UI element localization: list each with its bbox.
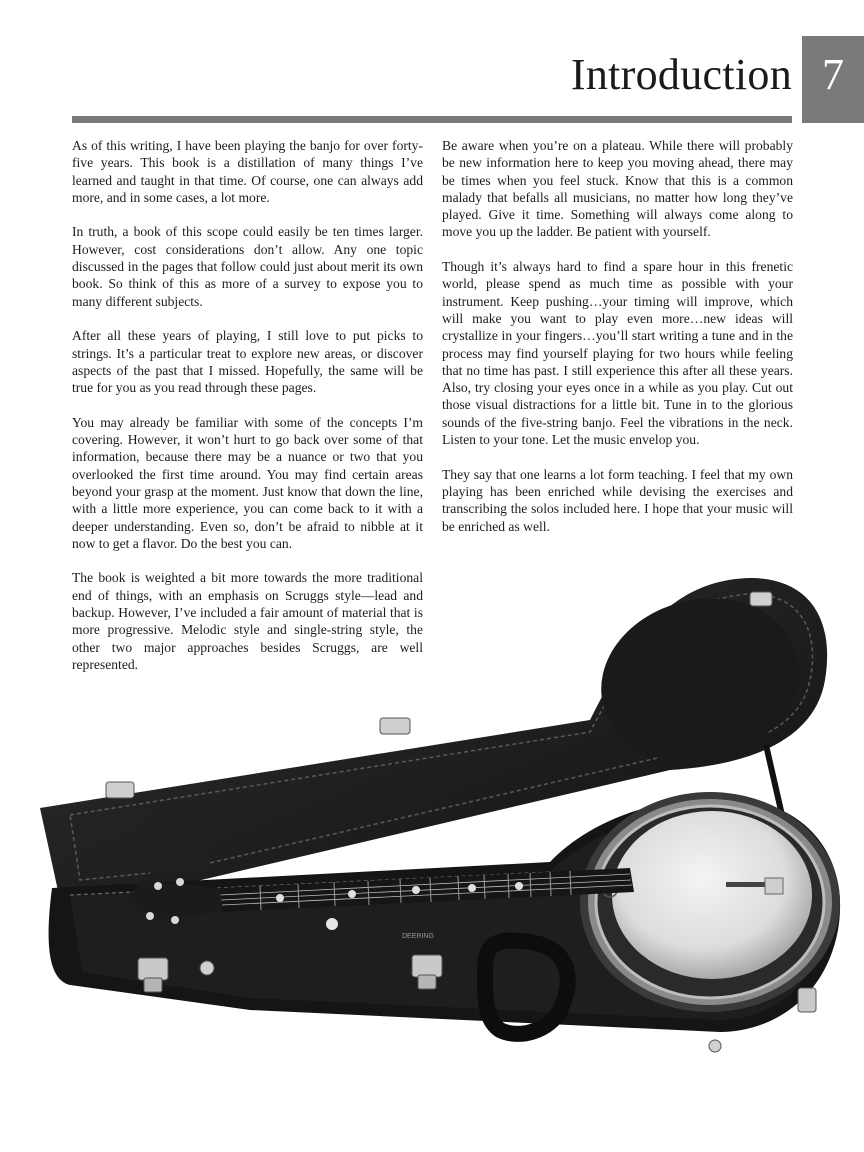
page-number-tab (802, 36, 864, 123)
header-rule (72, 116, 792, 123)
banjo-pot (580, 792, 840, 1012)
page-header (0, 0, 864, 130)
paragraph: In truth, a book of this scope could easily be ten times larger. However, cost considerations don’t allow. Any one topic discussed in the pages that follow could just about merit its own book. So think of this as more of a survey to expose you to many different subjects. (72, 224, 423, 309)
case-inlay-label: DEERING (402, 933, 434, 940)
paragraph: After all these years of playing, I still love to put picks to strings. It’s a particular treat to explore new areas, or discover aspects of the past that I missed. Hopefully, the same will be true for you as you read through these pages. (72, 328, 423, 396)
chapter-title: Introduction (570, 50, 792, 99)
paragraph: Though it’s always hard to find a spare hour in this frenetic world, please spend as much time as possible with your instrument. Keep pushing…your timing will improve, which will make you want to play even more…new ideas will crystallize in your fingers…you’ll start writing a tune and in the process may find yourself playing for two hours while feeling that no time has past. I still experience this after all these years. Also, try closing your eyes once in a while as you play. Cut out those visual distractions for a little bit. Tune in to the glorious sounds of the five-string banjo. Feel the vibrations in the neck. Listen to your tone. Let the music envelop you. (442, 259, 793, 448)
banjo-case-photo (30, 570, 864, 1070)
page-number: 7 (822, 50, 844, 99)
lid-latch (380, 718, 410, 734)
case-latch (798, 988, 816, 1012)
paragraph: The book is weighted a bit more towards the more traditional end of things, with an emphasis on Scruggs style—lead and backup. However, I’ve included a fair amount of material that is more progressive. Melodic style and single-string style, the other two major approaches besides Scruggs, are well represented. (72, 570, 423, 672)
lid-latch (106, 782, 134, 798)
paragraph: As of this writing, I have been playing the banjo for over forty-five years. This book is a distillation of many things I’ve learned and taught in that time. Of course, one can always add more, and in some cases, a lot more. (72, 138, 423, 205)
case-lock (200, 961, 214, 975)
paragraph: You may already be familiar with some of the concepts I’m covering. However, it won’t hurt to go back over some of that information, because there may be a nuance or two that you overlooked the first time around. You may find certain areas beyond your grasp at the moment. Just know that down the line, with a little more experience, you can come back to it with a deeper understanding. Even so, don’t be afraid to nibble at it now to get a flavor. Do the best you can. (72, 414, 423, 551)
paragraph: Be aware when you’re on a plateau. While there will probably be new information here to keep you moving ahead, there may be times when you feel stuck. Know that this is a common malady that befalls all musicians, no matter how long they’ve played. Give it time. Something will always come along to move you up the ladder. Be patient with yourself. (442, 138, 793, 240)
lid-latch (750, 592, 772, 606)
paragraph: They say that one learns a lot form teaching. I feel that my own playing has been enriched while devising the exercises and transcribing the solos included here. I hope that your music will be enriched as well. (442, 466, 793, 534)
right-column (442, 137, 793, 552)
case-foot (709, 1040, 721, 1052)
